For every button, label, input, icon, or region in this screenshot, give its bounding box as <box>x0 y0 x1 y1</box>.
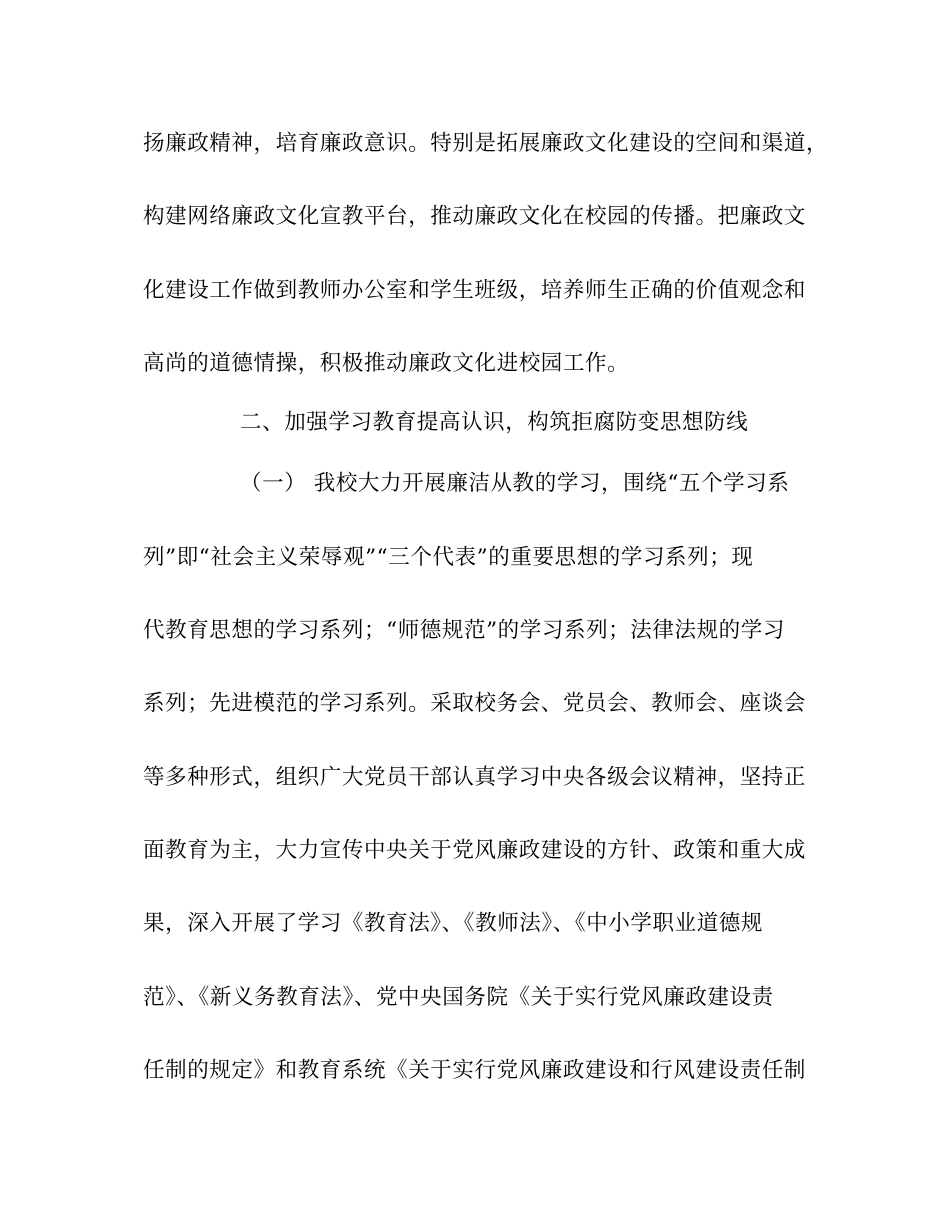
paragraph-line: 任制的规定》和教育系统《关于实行党风廉政建设和行风建设责任制 <box>143 1058 807 1083</box>
paragraph-line: 果，深入开展了学习《教育法》、《教师法》、《中小学职业道德规 <box>143 911 764 936</box>
paragraph-line: 面教育为主，大力宣传中央关于党风廉政建设的方针、政策和重大成 <box>143 838 807 863</box>
paragraph-line: 范》、《新义务教育法》、党中央国务院《关于实行党风廉政建设责 <box>143 985 774 1010</box>
paragraph-line: （一） 我校大力开展廉洁从教的学习，围绕“五个学习系 <box>240 471 790 496</box>
section-heading: 二、加强学习教育提高认识，构筑拒腐防变思想防线 <box>240 410 749 435</box>
paragraph-line: 等多种形式，组织广大党员干部认真学习中央各级会议精神，坚持正 <box>143 765 807 790</box>
paragraph-line: 高尚的道德情操，积极推动廉政文化进校园工作。 <box>143 351 630 376</box>
paragraph-line: 代教育思想的学习系列；“师德规范”的学习系列；法律法规的学习 <box>143 618 785 643</box>
paragraph-line: 构建网络廉政文化宣教平台，推动廉政文化在校园的传播。把廉政文 <box>143 204 807 229</box>
paragraph-line: 系列；先进模范的学习系列。采取校务会、党员会、教师会、座谈会 <box>143 691 807 716</box>
paragraph-line: 列”即“社会主义荣辱观”“三个代表”的重要思想的学习系列；现 <box>143 545 754 570</box>
paragraph-line: 扬廉政精神，培育廉政意识。特别是拓展廉政文化建设的空间和渠道， <box>143 131 829 156</box>
paragraph-line: 化建设工作做到教师办公室和学生班级，培养师生正确的价值观念和 <box>143 278 807 303</box>
